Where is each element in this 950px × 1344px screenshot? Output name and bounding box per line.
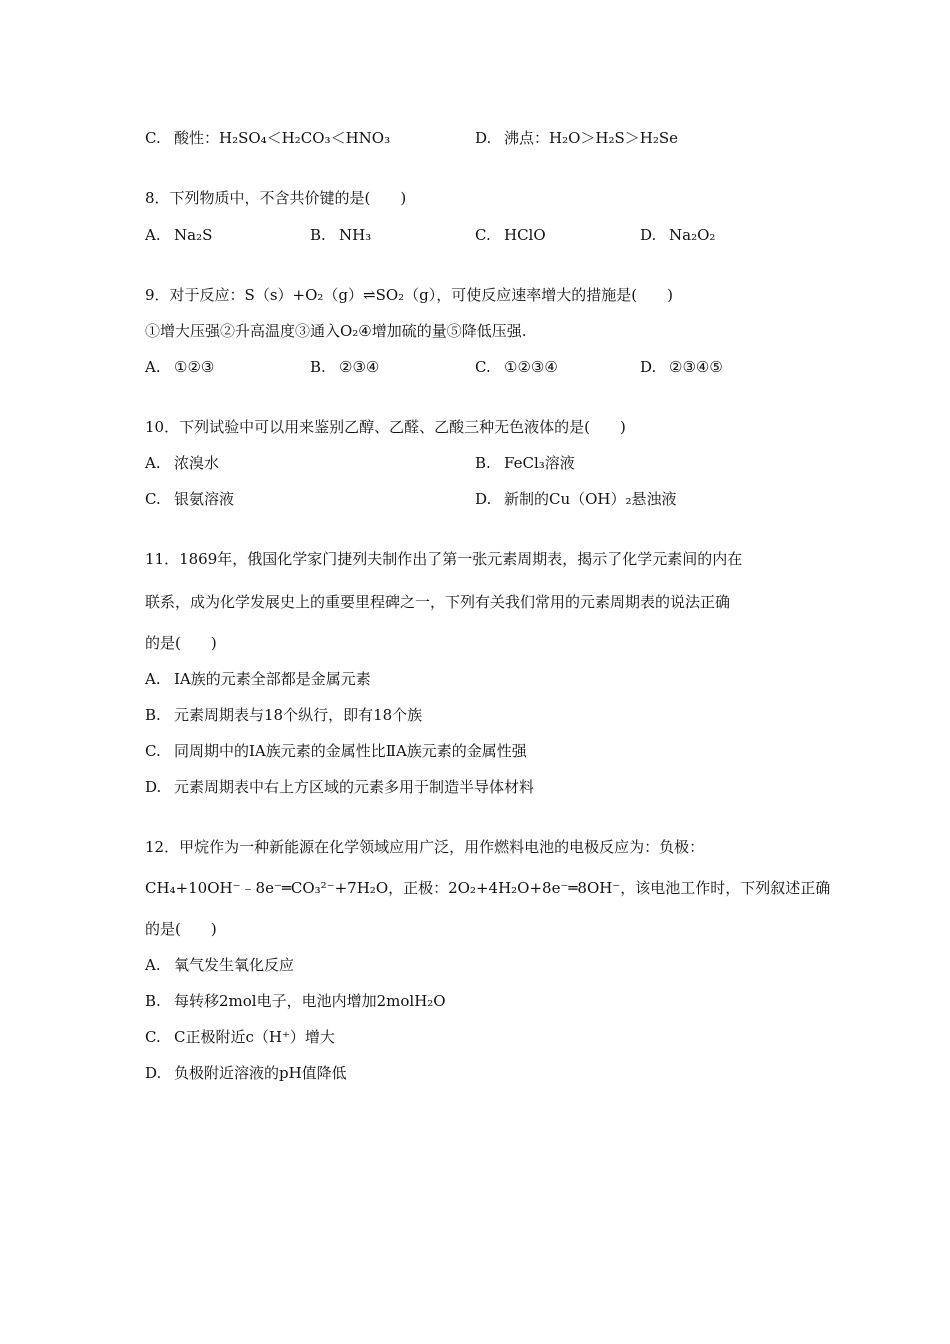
option-text: 沸点：H₂O＞H₂S＞H₂Se	[504, 129, 679, 147]
option-label: D.	[640, 226, 657, 244]
q11-stem-line-1: 11．1869年，俄国化学家门捷列夫制作出了第一张元素周期表，揭示了化学元素间的内在	[145, 550, 743, 568]
option-label: D.	[145, 778, 162, 796]
q11-option-b	[145, 705, 422, 725]
option-label: C.	[475, 226, 491, 244]
q12-option-a	[145, 955, 294, 975]
option-label: D.	[475, 490, 492, 508]
q10-option-c	[145, 489, 234, 509]
option-label: D.	[475, 129, 492, 147]
q12-option-c	[145, 1027, 335, 1047]
option-text: 每转移2mol电子，电池内增加2molH₂O	[174, 992, 446, 1010]
q12-stem-line-3: 的是( )	[145, 920, 217, 938]
option-label: C.	[475, 358, 491, 376]
option-text: 元素周期表中右上方区域的元素多用于制造半导体材料	[174, 778, 535, 796]
option-label: A.	[145, 358, 161, 376]
option-text: 浓溴水	[174, 454, 220, 472]
option-label: C.	[145, 490, 161, 508]
q7-option-d	[475, 128, 678, 148]
option-text: Na₂O₂	[669, 226, 716, 244]
q8-option-a	[145, 225, 212, 245]
q10-option-a	[145, 453, 219, 473]
option-text: ⅠA族的元素全部都是金属元素	[174, 670, 371, 688]
q10-option-b	[475, 453, 575, 473]
option-label: D.	[145, 1064, 162, 1082]
q7-option-c	[145, 128, 390, 148]
q10-stem: 10．下列试验中可以用来鉴别乙醇、乙醛、乙酸三种无色液体的是( )	[145, 418, 626, 436]
q12-stem-line-2: CH₄+10OH⁻﹣8e⁻═CO₃²⁻+7H₂O，正极：2O₂+4H₂O+8e⁻═8OH⁻，该电池工作时，下列叙述正确	[145, 879, 831, 897]
option-label: C.	[145, 129, 161, 147]
q8-option-c	[475, 225, 546, 245]
option-text: 酸性：H₂SO₄＜H₂CO₃＜HNO₃	[174, 129, 391, 147]
q12-stem-line-1: 12．甲烷作为一种新能源在化学领域应用广泛，用作燃料电池的电极反应为：负极：	[145, 838, 705, 856]
q11-option-c	[145, 741, 527, 761]
option-text: ①②③④	[504, 358, 558, 376]
option-text: 新制的Cu（OH）₂悬浊液	[504, 490, 677, 508]
option-text: 氧气发生氧化反应	[174, 956, 295, 974]
q9-stem: 9．对于反应：S（s）+O₂（g）⇌SO₂（g），可使反应速率增大的措施是( )	[145, 286, 673, 304]
option-label: B.	[145, 992, 161, 1010]
option-text: 同周期中的IA族元素的金属性比ⅡA族元素的金属性强	[174, 742, 527, 760]
option-text: NH₃	[339, 226, 372, 244]
option-label: A.	[145, 226, 161, 244]
q9-option-b	[310, 357, 379, 377]
q11-stem-line-3: 的是( )	[145, 634, 217, 652]
option-text: 银氨溶液	[174, 490, 235, 508]
option-text: HClO	[504, 226, 546, 244]
option-text: 负极附近溶液的pH值降低	[174, 1064, 347, 1082]
option-text: ②③④⑤	[669, 358, 723, 376]
q11-option-d	[145, 777, 534, 797]
option-text: Na₂S	[174, 226, 213, 244]
q9-option-a	[145, 357, 214, 377]
option-label: C.	[145, 742, 161, 760]
option-label: D.	[640, 358, 657, 376]
option-label: B.	[475, 454, 491, 472]
q12-option-d	[145, 1063, 347, 1083]
q11-option-a	[145, 669, 371, 689]
option-label: C.	[145, 1028, 161, 1046]
option-label: A.	[145, 454, 161, 472]
q8-option-d	[640, 225, 715, 245]
option-text: ①②③	[174, 358, 215, 376]
q10-option-d	[475, 489, 677, 509]
option-label: B.	[310, 358, 326, 376]
option-text: FeCl₃溶液	[504, 454, 575, 472]
option-text: C正极附近c（H⁺）增大	[174, 1028, 335, 1046]
q9-option-c	[475, 357, 558, 377]
option-label: B.	[145, 706, 161, 724]
option-text: ②③④	[339, 358, 380, 376]
option-label: A.	[145, 956, 161, 974]
q9-stem-conditions: ①增大压强②升高温度③通入O₂④增加硫的量⑤降低压强.	[145, 322, 527, 340]
option-label: B.	[310, 226, 326, 244]
option-label: A.	[145, 670, 161, 688]
option-text: 元素周期表与18个纵行，即有18个族	[174, 706, 423, 724]
q11-stem-line-2: 联系，成为化学发展史上的重要里程碑之一，下列有关我们常用的元素周期表的说法正确	[145, 593, 731, 611]
q9-option-d	[640, 357, 723, 377]
q12-option-b	[145, 991, 446, 1011]
q8-option-b	[310, 225, 371, 245]
q8-stem: 8．下列物质中，不含共价键的是( )	[145, 189, 407, 207]
